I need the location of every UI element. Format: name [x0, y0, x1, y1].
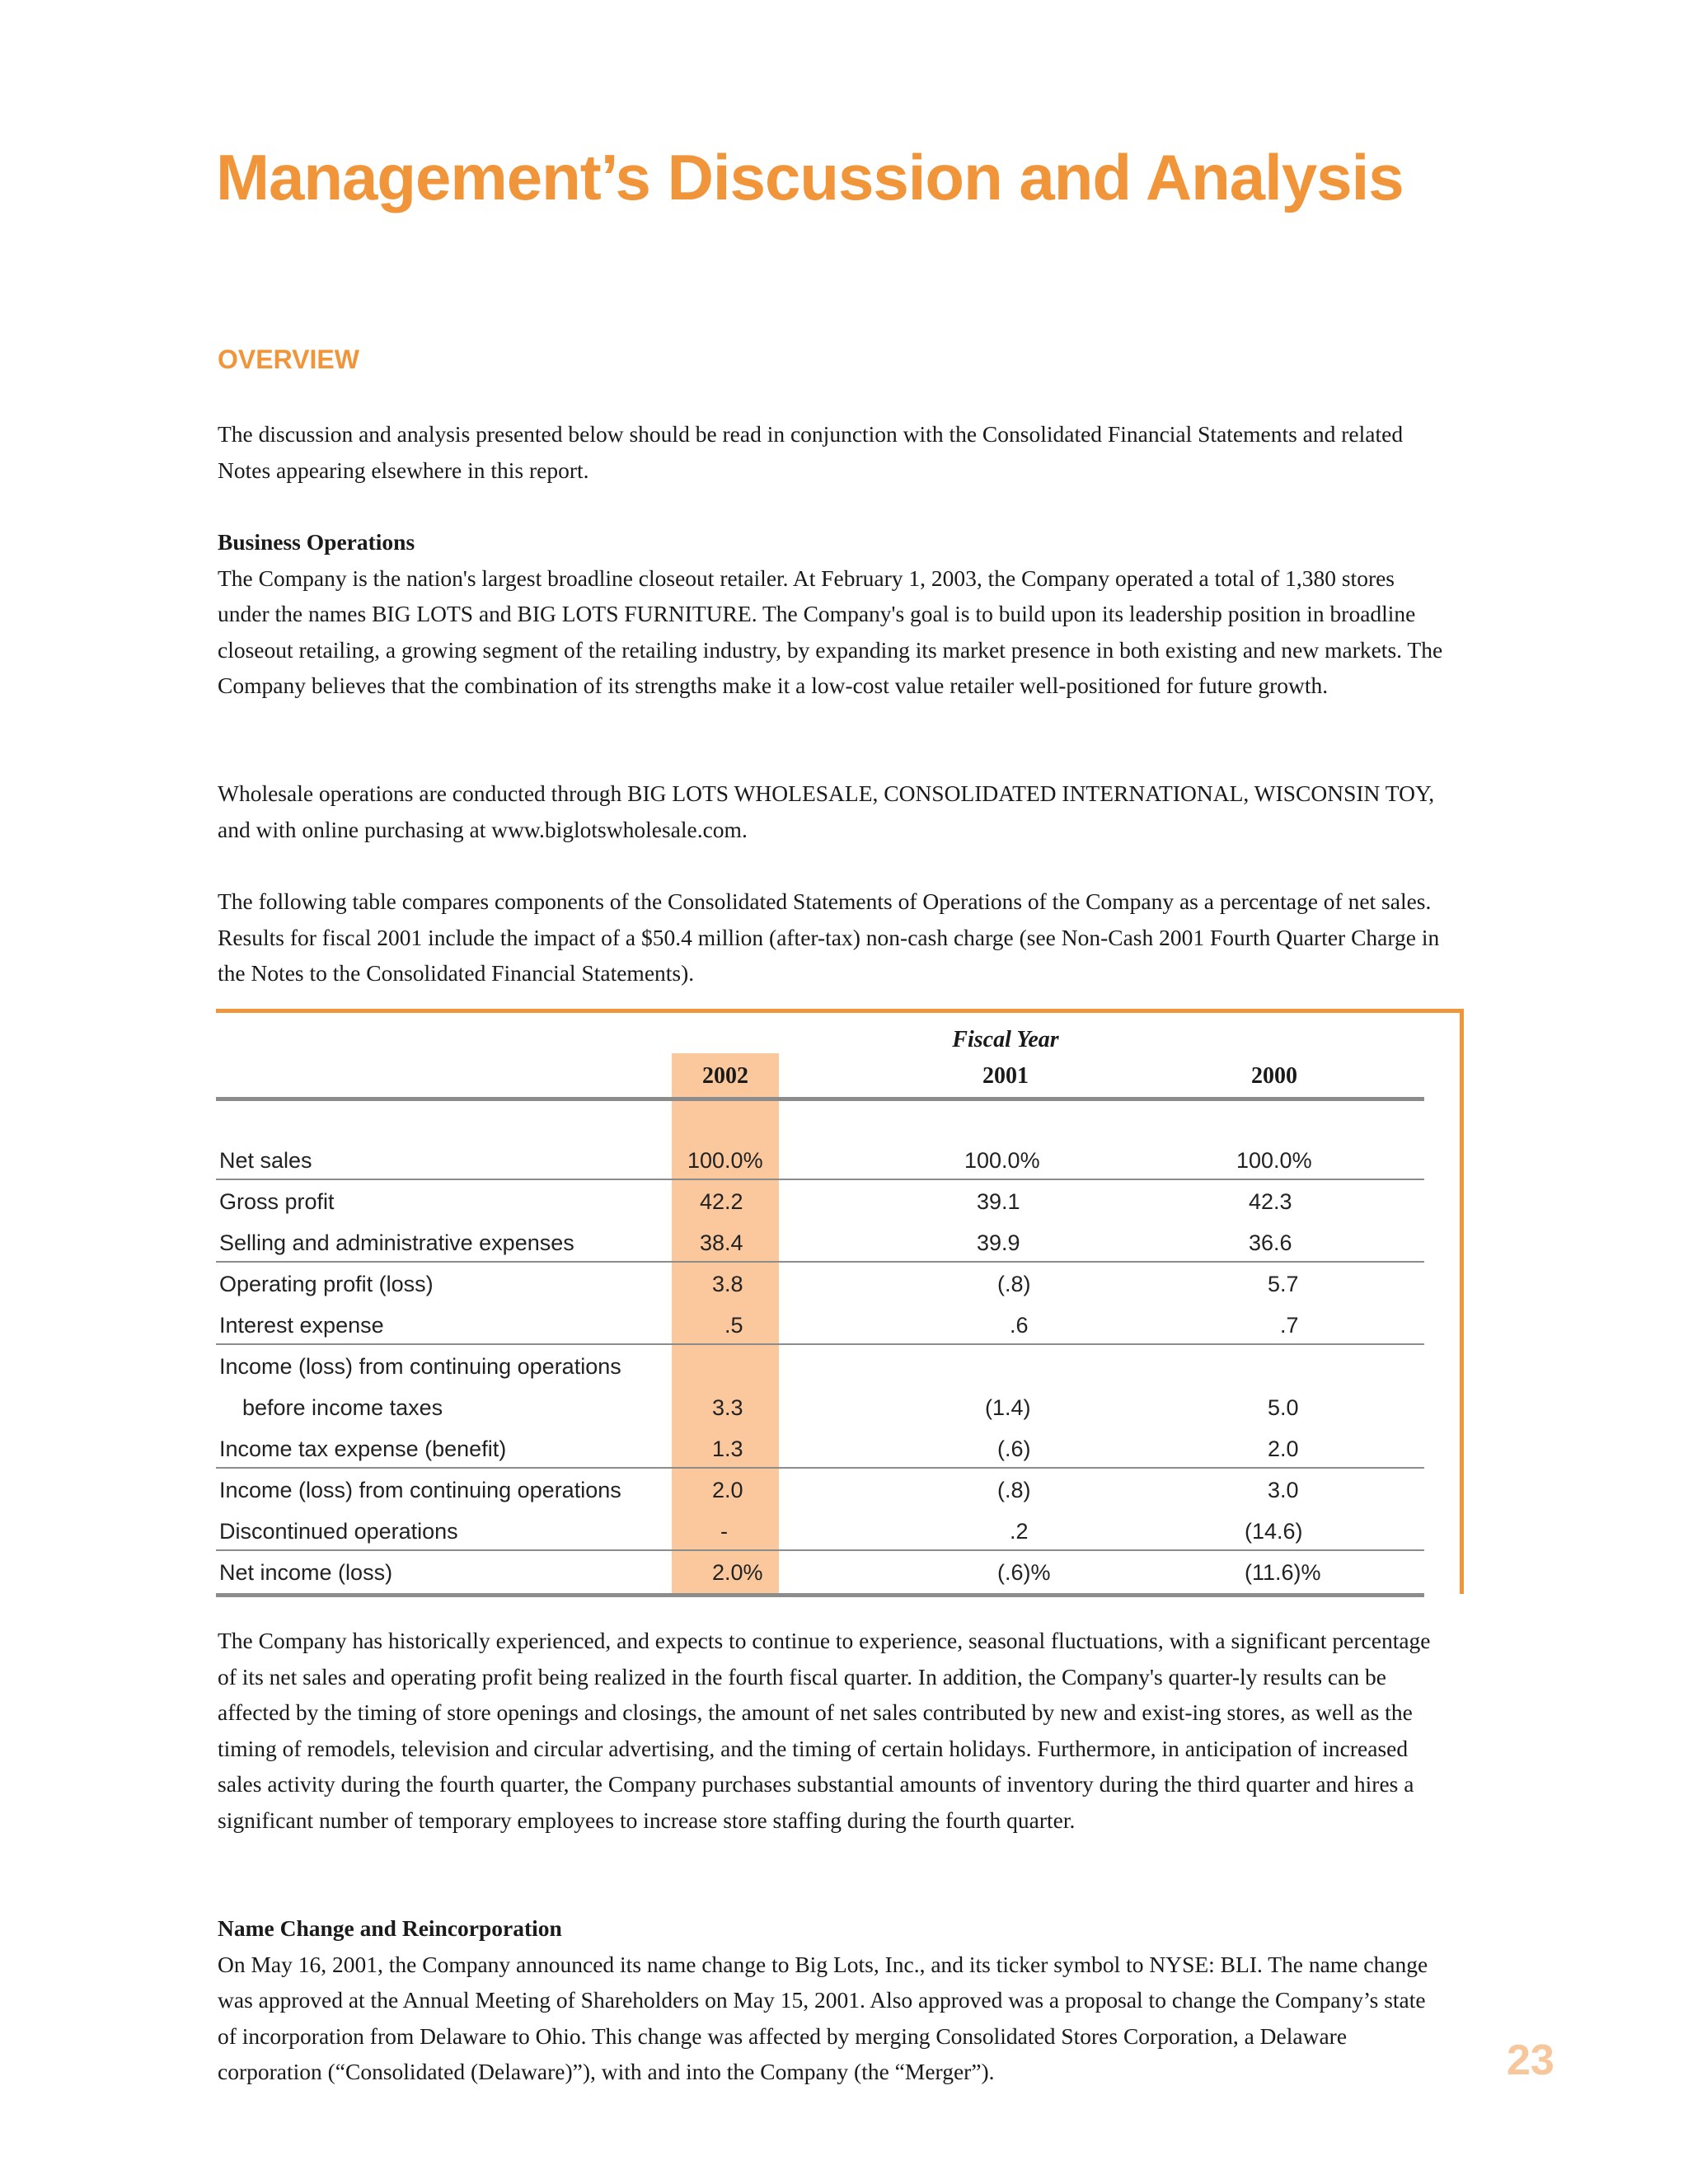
name-change-body: On May 16, 2001, the Company announced its name change to Big Lots, Inc., and its ticker symbol to NYSE: BLI. The name change was approved at the Annual Meeting of Shareholders on May 15, 2001. Also approved was a proposal to change the Company’s state of incorporation from Delaware to Ohio. This change was affected by merging Consolidated Stores Corporation, a Delaware corporation (“Consolidated (Delaware)”), with and into the Company (the “Merger”).	[218, 1951, 1428, 2084]
table-rule	[216, 1343, 1424, 1345]
value-2002: 3.3	[712, 1395, 743, 1420]
row-label: Discontinued operations	[219, 1519, 458, 1544]
value-2001: (.6)	[997, 1436, 1031, 1461]
value-2000: 3.0	[1268, 1478, 1299, 1502]
value-2002: 2.0	[712, 1478, 743, 1502]
business-operations-heading: Business Operations	[218, 529, 415, 555]
overview-heading: OVERVIEW	[218, 344, 359, 374]
value-2001: 39.9	[977, 1230, 1020, 1255]
value-2001: 100.0%	[964, 1148, 1040, 1173]
value-2000: 42.3	[1249, 1189, 1292, 1214]
row-label: Operating profit (loss)	[219, 1272, 434, 1296]
value-2000: 36.6	[1249, 1230, 1292, 1255]
value-2000: 2.0	[1268, 1436, 1299, 1461]
value-2001: (1.4)	[985, 1395, 1031, 1420]
value-2001: .6	[1010, 1313, 1029, 1338]
value-2001: .2	[1010, 1519, 1029, 1544]
table-intro-paragraph: The following table compares components of the Consolidated Statements of Operations of the Company as a percentage of net sales. Results for fiscal 2001 include the impact of a $50.4 million (after-tax) non-cash charge (see Non-Cash 2001 Fourth Quarter Charge in the Notes to the Consolidated Financial Statements).	[218, 888, 1440, 986]
row-label: Income tax expense (benefit)	[219, 1436, 507, 1461]
value-2000: .7	[1280, 1313, 1299, 1338]
table-frame-right	[1460, 1009, 1464, 1594]
value-2002: 100.0%	[687, 1148, 763, 1173]
value-2002: 1.3	[712, 1436, 743, 1461]
row-label: Interest expense	[219, 1313, 384, 1338]
row-label: Selling and administrative expenses	[219, 1230, 574, 1255]
value-2002: 3.8	[712, 1272, 743, 1296]
business-operations-section	[218, 524, 1446, 704]
value-2001: 39.1	[977, 1189, 1020, 1214]
name-change-heading: Name Change and Reincorporation	[218, 1915, 562, 1941]
fiscal-year-header: Fiscal Year	[952, 1027, 1059, 1052]
page-number: 23	[1507, 2036, 1554, 2084]
row-label: before income taxes	[242, 1395, 443, 1420]
table-bottom-rule	[216, 1593, 1424, 1597]
value-2002: 42.2	[700, 1189, 743, 1214]
page-title: Management’s Discussion and Analysis	[216, 141, 1404, 213]
table-frame-top	[216, 1009, 1464, 1013]
value-2000: (14.6)	[1245, 1519, 1303, 1544]
value-2001: (.8)	[997, 1478, 1031, 1502]
value-2000: 5.7	[1268, 1272, 1299, 1296]
value-2002: 2.0%	[712, 1560, 763, 1585]
value-2000: (11.6)%	[1245, 1560, 1321, 1585]
year-header-2001: 2001	[982, 1063, 1029, 1089]
year-header-2000: 2000	[1251, 1063, 1297, 1089]
intro-paragraph: The discussion and analysis presented below should be read in conjunction with the Consolidated Financial Statements and related Notes appearing elsewhere in this report.	[218, 421, 1404, 483]
value-2000: 5.0	[1268, 1395, 1299, 1420]
value-2002: 38.4	[700, 1230, 743, 1255]
seasonal-paragraph: The Company has historically experienced, and expects to continue to experience, seasonal fluctuations, with a significant percentage of its net sales and operating profit being realized in the fourth fiscal quarter. In addition, the Company's quarter-ly results can be affected by the timing of store openings and closings, the amount of net sales contributed by new and exist-ing stores, as well as the timing of remodels, television and circular advertising, and the timing of certain holidays. Furthermore, in anticipation of increased sales activity during the fourth quarter, the Company purchases substantial amounts of inventory during the third quarter and hires a significant number of temporary employees to increase store staffing during the fourth quarter.	[218, 1628, 1431, 1833]
row-label: Net income (loss)	[219, 1560, 393, 1585]
year-header-2002: 2002	[702, 1063, 748, 1089]
table-rule	[216, 1179, 1424, 1180]
row-label: Gross profit	[219, 1189, 335, 1214]
value-2002: .5	[724, 1313, 743, 1338]
table-rule	[216, 1261, 1424, 1263]
row-label: Income (loss) from continuing operations	[219, 1354, 621, 1379]
table-rule	[216, 1549, 1424, 1551]
value-2001: (.6)%	[997, 1560, 1051, 1585]
value-2001: (.8)	[997, 1272, 1031, 1296]
value-2000: 100.0%	[1236, 1148, 1312, 1173]
row-label: Net sales	[219, 1148, 312, 1173]
table-rule	[216, 1467, 1424, 1469]
row-label: Income (loss) from continuing operations	[219, 1478, 621, 1502]
table-header-rule	[216, 1097, 1424, 1101]
business-operations-body: The Company is the nation's largest broadline closeout retailer. At February 1, 2003, the Company operated a total of 1,380 stores under the names BIG LOTS and BIG LOTS FURNITURE. The Company's goal is to build upon its leadership position in broadline closeout retailing, a growing segment of the retailing industry, by expanding its market presence in both existing and new markets. The Company believes that the combination of its strengths make it a low-cost value retailer well-positioned for future growth.	[218, 565, 1443, 698]
wholesale-paragraph: Wholesale operations are conducted through BIG LOTS WHOLESALE, CONSOLIDATED INTERNATIONAL, WISCONSIN TOY, and with online purchasing at www.biglotswholesale.com.	[218, 780, 1435, 842]
name-change-section	[218, 1910, 1446, 2090]
value-2002: -	[720, 1519, 728, 1544]
